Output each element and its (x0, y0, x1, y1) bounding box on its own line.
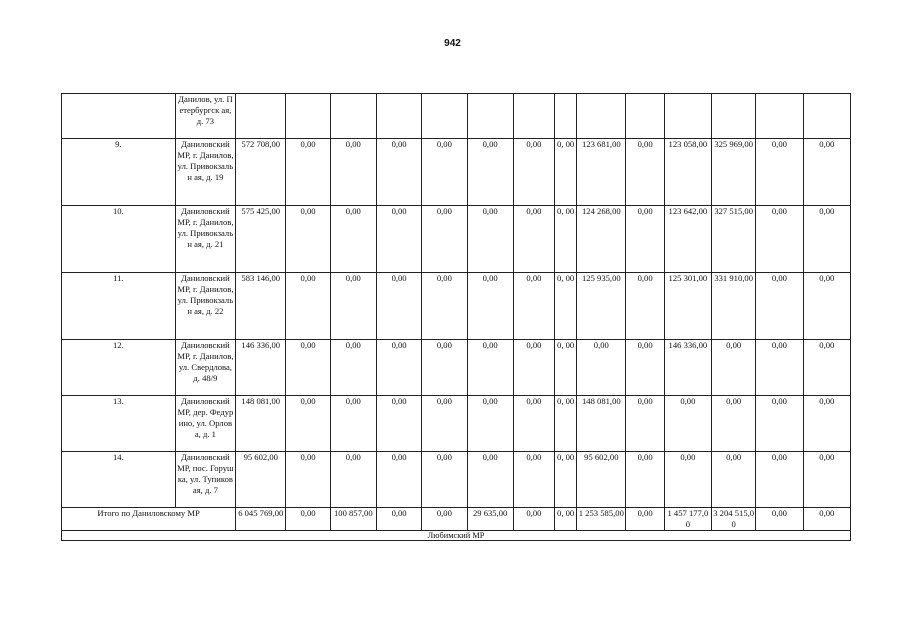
row-number-cell (62, 94, 176, 139)
value-cell: 0,00 (467, 396, 513, 452)
value-cell: 95 602,00 (236, 452, 286, 508)
value-cell: 0,00 (422, 273, 467, 340)
row-number-cell: 10. (62, 206, 176, 273)
value-cell: 148 081,00 (236, 396, 286, 452)
value-cell: 0,00 (513, 340, 554, 396)
value-cell (422, 94, 467, 139)
value-cell: 0,00 (513, 273, 554, 340)
total-value-cell: 1 253 585,00 (577, 508, 626, 531)
value-cell (376, 94, 421, 139)
value-cell: 583 146,00 (236, 273, 286, 340)
value-cell: 0,00 (756, 139, 803, 206)
value-cell: 0,00 (422, 340, 467, 396)
value-cell: 0,00 (376, 139, 421, 206)
table-row (62, 206, 851, 273)
section-title: Любимский МР (62, 531, 851, 541)
data-table (61, 93, 851, 541)
value-cell: 0,00 (376, 340, 421, 396)
value-cell: 0,00 (626, 340, 664, 396)
value-cell: 0,00 (330, 396, 376, 452)
total-label: Итого по Даниловскому МР (62, 508, 236, 531)
value-cell: 0,00 (803, 273, 850, 340)
total-value-cell: 100 857,00 (330, 508, 376, 531)
address-cell: Даниловский МР, г. Данилов, ул. Привокзальн ая, д. 22 (175, 273, 235, 340)
row-number-cell: 14. (62, 452, 176, 508)
value-cell: 0,00 (376, 206, 421, 273)
value-cell: 0, 00 (555, 452, 577, 508)
value-cell (756, 94, 803, 139)
total-value-cell: 0,00 (626, 508, 664, 531)
total-row (62, 508, 851, 531)
value-cell (577, 94, 626, 139)
value-cell: 0, 00 (555, 206, 577, 273)
value-cell: 0,00 (286, 452, 330, 508)
value-cell: 0, 00 (555, 340, 577, 396)
value-cell: 0,00 (803, 452, 850, 508)
value-cell: 0,00 (330, 273, 376, 340)
table-row (62, 94, 851, 139)
value-cell: 0,00 (286, 139, 330, 206)
value-cell: 0,00 (286, 273, 330, 340)
value-cell: 125 935,00 (577, 273, 626, 340)
value-cell: 0,00 (712, 396, 756, 452)
value-cell: 0,00 (513, 452, 554, 508)
value-cell: 0,00 (330, 452, 376, 508)
value-cell: 0,00 (803, 139, 850, 206)
address-cell: Даниловский МР, дер. Федурино, ул. Орлова, д. 1 (175, 396, 235, 452)
value-cell (513, 94, 554, 139)
value-cell: 0,00 (626, 452, 664, 508)
total-value-cell: 0,00 (376, 508, 421, 531)
value-cell: 0,00 (712, 340, 756, 396)
value-cell: 123 642,00 (664, 206, 711, 273)
value-cell: 0,00 (664, 396, 711, 452)
row-number-cell: 11. (62, 273, 176, 340)
value-cell: 146 336,00 (236, 340, 286, 396)
address-cell: Даниловский МР, пос. Горушка, ул. Тупиковая, д. 7 (175, 452, 235, 508)
value-cell: 0,00 (513, 139, 554, 206)
value-cell: 0,00 (376, 452, 421, 508)
total-value-cell: 0, 00 (555, 508, 577, 531)
value-cell: 0,00 (664, 452, 711, 508)
value-cell: 0,00 (756, 452, 803, 508)
value-cell: 0,00 (577, 340, 626, 396)
value-cell: 0,00 (712, 452, 756, 508)
table-row (62, 273, 851, 340)
value-cell: 0,00 (626, 206, 664, 273)
value-cell: 0,00 (467, 452, 513, 508)
value-cell: 0,00 (626, 273, 664, 340)
value-cell (555, 94, 577, 139)
value-cell: 148 081,00 (577, 396, 626, 452)
value-cell: 0,00 (467, 273, 513, 340)
table-row (62, 340, 851, 396)
value-cell (467, 94, 513, 139)
value-cell: 325 969,00 (712, 139, 756, 206)
value-cell: 0,00 (286, 340, 330, 396)
total-value-cell: 1 457 177,00 (664, 508, 711, 531)
value-cell: 0,00 (803, 396, 850, 452)
value-cell: 0,00 (626, 396, 664, 452)
value-cell: 0,00 (513, 206, 554, 273)
value-cell: 0,00 (330, 206, 376, 273)
value-cell (236, 94, 286, 139)
total-value-cell: 6 045 769,00 (236, 508, 286, 531)
value-cell: 0,00 (756, 340, 803, 396)
value-cell: 575 425,00 (236, 206, 286, 273)
value-cell: 0, 00 (555, 273, 577, 340)
total-value-cell: 0,00 (286, 508, 330, 531)
value-cell: 0,00 (330, 139, 376, 206)
value-cell: 0,00 (513, 396, 554, 452)
value-cell: 0,00 (756, 396, 803, 452)
total-value-cell: 0,00 (756, 508, 803, 531)
value-cell: 0,00 (756, 206, 803, 273)
value-cell (664, 94, 711, 139)
row-number-cell: 12. (62, 340, 176, 396)
total-value-cell: 0,00 (803, 508, 850, 531)
value-cell: 0,00 (756, 273, 803, 340)
page-number: 942 (444, 38, 461, 49)
value-cell: 0,00 (467, 139, 513, 206)
value-cell: 0,00 (467, 206, 513, 273)
value-cell: 0,00 (330, 340, 376, 396)
value-cell: 0,00 (286, 206, 330, 273)
value-cell: 0,00 (286, 396, 330, 452)
value-cell: 0,00 (422, 396, 467, 452)
value-cell: 124 268,00 (577, 206, 626, 273)
value-cell: 572 708,00 (236, 139, 286, 206)
address-cell: Даниловский МР, г. Данилов, ул. Свердлова, д. 48/9 (175, 340, 235, 396)
value-cell: 0,00 (422, 139, 467, 206)
table-row (62, 396, 851, 452)
address-cell: Данилов, ул. Петербургск ая, д. 73 (175, 94, 235, 139)
table-row (62, 139, 851, 206)
total-value-cell: 29 635,00 (467, 508, 513, 531)
row-number-cell: 13. (62, 396, 176, 452)
total-value-cell: 0,00 (513, 508, 554, 531)
value-cell: 146 336,00 (664, 340, 711, 396)
value-cell: 123 058,00 (664, 139, 711, 206)
value-cell: 0,00 (803, 206, 850, 273)
value-cell: 0,00 (376, 273, 421, 340)
address-cell: Даниловский МР, г. Данилов, ул. Привокзальн ая, д. 21 (175, 206, 235, 273)
value-cell: 125 301,00 (664, 273, 711, 340)
table-row (62, 452, 851, 508)
value-cell: 0,00 (626, 139, 664, 206)
section-row (62, 531, 851, 541)
value-cell: 0,00 (467, 340, 513, 396)
value-cell: 0, 00 (555, 139, 577, 206)
value-cell: 331 910,00 (712, 273, 756, 340)
value-cell (330, 94, 376, 139)
value-cell (712, 94, 756, 139)
value-cell: 95 602,00 (577, 452, 626, 508)
value-cell: 0,00 (803, 340, 850, 396)
value-cell: 0,00 (422, 206, 467, 273)
value-cell: 327 515,00 (712, 206, 756, 273)
value-cell: 0, 00 (555, 396, 577, 452)
total-value-cell: 0,00 (422, 508, 467, 531)
total-value-cell: 3 204 515,00 (713, 508, 755, 529)
value-cell: 0,00 (376, 396, 421, 452)
value-cell (803, 94, 850, 139)
value-cell: 0,00 (422, 452, 467, 508)
address-cell: Даниловский МР, г. Данилов, ул. Привокзальн ая, д. 19 (175, 139, 235, 206)
value-cell (286, 94, 330, 139)
row-number-cell: 9. (62, 139, 176, 206)
value-cell: 123 681,00 (577, 139, 626, 206)
value-cell (626, 94, 664, 139)
